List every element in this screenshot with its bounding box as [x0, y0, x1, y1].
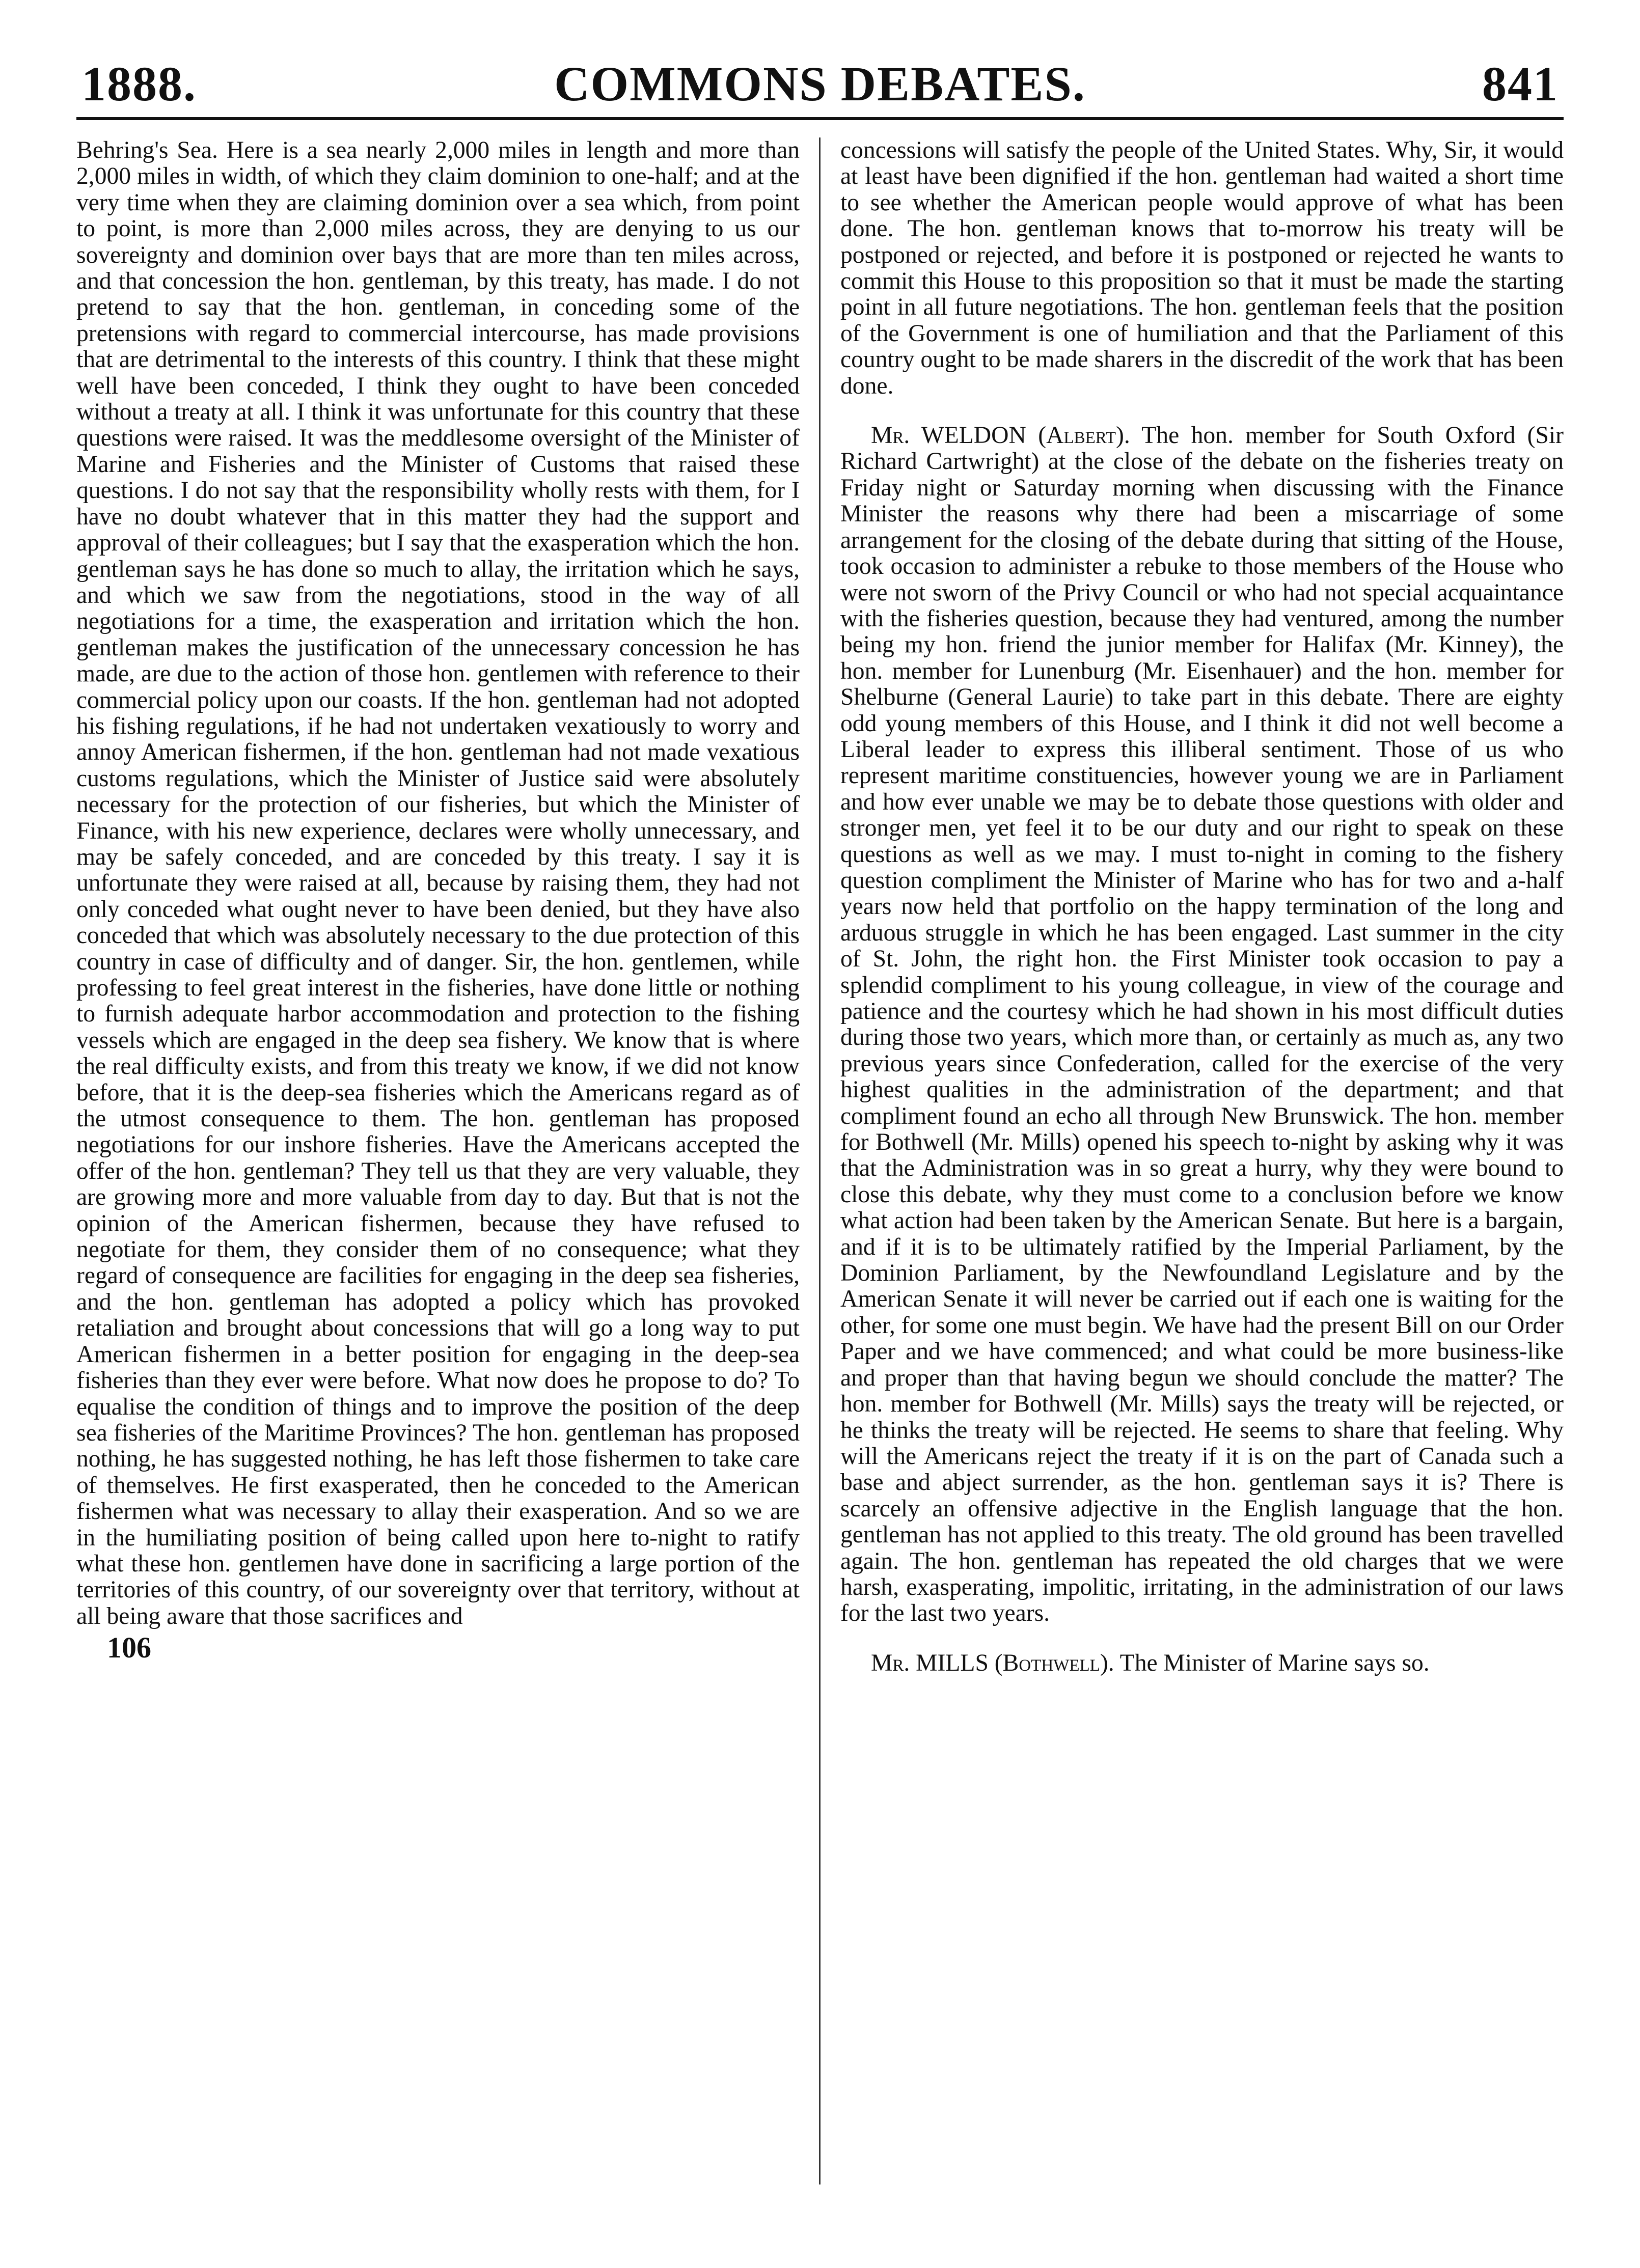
speaker-weldon: Mr. WELDON (Albert).	[871, 422, 1130, 449]
continuation-paragraph: concessions will satisfy the people of the United States. Why, Sir, it would at least have been dignified if the hon. gentleman had waited a short time to see whether the American people would approve of what has been done. The hon. gentleman knows that to-morrow his treaty will be postponed or rejected, and before it is postponed or rejected he wants to commit this House to this proposition so that it must be made the starting point in all future negotiations. The hon. gentleman feels that the position of the Government is one of humiliation and that the Parliament of this country ought to be made sharers in the discredit of the work that has been done.	[840, 137, 1564, 399]
weldon-speech-text: The hon. member for South Oxford (Sir Richard Cartwright) at the close of the debate on the fisheries treaty on Friday night or Saturday morning when discussing with the Finance Minister the reasons why there had been a miscarriage of some arrangement for the closing of the debate during that sitting of the House, took occasion to administer a rebuke to those members of the House who were not sworn of the Privy Council or who had not special acquaintance with the fisheries question, because they had ventured, among the number being my hon. friend the junior member for Halifax (Mr. Kinney), the hon. member for Lunenburg (Mr. Eisenhauer) and the hon. member for Shelburne (General Laurie) to take part in this debate. There are eighty odd young members of this House, and I think it did not well become a Liberal leader to express this illiberal sentiment. Those of us who represent maritime constituencies, however young we are in Parliament and how ever unable we may be to debate those questions with older and stronger men, yet feel it to be our duty and our right to speak on these questions as well as we may. I must to-night in coming to the fishery question compliment the Minister of Marine who has for two and a-half years now held that portfolio on the happy termination of the long and arduous struggle in which he has been engaged. Last summer in the city of St. John, the right hon. the First Minister took occasion to pay a splendid compliment to his young colleague, in view of the courage and patience and the courtesy which he had shown in his most difficult duties during those two years, which more than, or certainly as much as, any two previous years since Confederation, called for the exercise of the very highest qualities in the administration of the department; and that compliment found an echo all through New Brunswick. The hon. member for Bothwell (Mr. Mills) opened his speech to-night by asking why it was that the Administration was in so great a hurry, why they were bound to close this debate, why they must come to a conclusion before we know what action had been taken by the American Senate. But here is a bargain, and if it is to be ultimately ratified by the Imperial Parliament, by the Dominion Parliament, by the Newfoundland Legislature and by the American Senate it will never be carried out if each one is waiting for the other, for some one must begin. We have had the present Bill on our Order Paper and we have commenced; and what could be more business-like and proper than that having begun we should conclude the matter? The hon. member for Bothwell (Mr. Mills) says the treaty will be rejected, or he thinks the treaty will be rejected. He seems to share that feeling. Why will the Americans reject the treaty if it is on the part of Canada such a base and abject surrender, as the hon. gentleman says it is? There is scarcely an offensive adjective in the English language that the hon. gentleman has not applied to this treaty. The old ground has been travelled again. The hon. gentleman has repeated the old charges that we were harsh, exasperating, impolitic, irritating, in the administration of our laws for the last two years.	[840, 422, 1564, 1627]
speaker-mills: Mr. MILLS (Bothwell).	[871, 1649, 1114, 1676]
left-column	[76, 137, 800, 1663]
mills-speech-text: The Minister of Marine says so.	[1119, 1649, 1430, 1676]
left-column-paragraph: Behring's Sea. Here is a sea nearly 2,000 miles in length and more than 2,000 miles in width, of which they claim dominion to one-half; and at the very time when they are claiming dominion over a sea which, from point to point, is more than 2,000 miles across, they are denying to us our sovereignty and dominion over bays that are more than ten miles across, and that concession the hon. gentleman, by this treaty, has made. I do not pretend to say that the hon. gentleman, in conceding some of the pretensions with regard to commercial intercourse, has made provisions that are detrimental to the interests of this country. I think that these might well have been conceded, I think they ought to have been conceded without a treaty at all. I think it was unfortunate for this country that these questions were raised. It was the meddlesome oversight of the Minister of Marine and Fisheries and the Minister of Customs that raised these questions. I do not say that the responsibility wholly rests with them, for I have no doubt whatever that in this matter they had the support and approval of their colleagues; but I say that the exasperation which the hon. gentleman says he has done so much to allay, the irritation which he says, and which we saw from the negotiations, stood in the way of all negotiations for a time, the exasperation and irritation which the hon. gentleman makes the justification of the unnecessary concession he has made, are due to the action of those hon. gentlemen with reference to their commercial policy upon our coasts. If the hon. gentleman had not adopted his fishing regulations, if he had not undertaken vexatiously to worry and annoy American fishermen, if the hon. gentleman had not made vexatious customs regulations, which the Minister of Justice said were absolutely necessary for the protection of our fisheries, but which the Minister of Finance, with his new experience, declares were wholly unnecessary, and may be safely conceded, and are conceded by this treaty. I say it is unfortunate they were raised at all, because by raising them, they had not only conceded what ought never to have been denied, but they have also conceded that which was absolutely necessary to the due protection of this country in case of difficulty and of danger. Sir, the hon. gentlemen, while professing to feel great interest in the fisheries, have done little or nothing to furnish adequate harbor accommodation and protection to the fishing vessels which are engaged in the deep sea fishery. We know that is where the real difficulty exists, and from this treaty we know, if we did not know before, that it is the deep-sea fisheries which the Americans regard as of the utmost consequence to them. The hon. gentleman has proposed negotiations for our inshore fisheries. Have the Americans accepted the offer of the hon. gentleman? They tell us that they are very valuable, they are growing more and more valuable from day to day. But that is not the opinion of the American fishermen, because they have refused to negotiate for them, they consider them of no consequence; what they regard of consequence are facilities for engaging in the deep sea fisheries, and the hon. gentleman has adopted a policy which has provoked retaliation and brought about concessions that will go a long way to put American fishermen in a better position for engaging in the deep-sea fisheries than they ever were before. What now does he propose to do? To equalise the condition of things and to improve the position of the deep sea fisheries of the Maritime Provinces? The hon. gentleman has proposed nothing, he has suggested nothing, he has left those fishermen to take care of themselves. He first exasperated, then he conceded to the American fishermen what was necessary to allay their exasperation. And so we are in the humiliating position of being called upon here to-night to ratify what these hon. gentlemen have done in sacrificing a large portion of the territories of this country, of our sovereignty over that territory, without at all being aware that those sacrifices and	[76, 137, 800, 1629]
mills-speech	[840, 1650, 1564, 1676]
page-number: 841	[1482, 57, 1559, 111]
page-header	[76, 56, 1564, 120]
header-year: 1888.	[81, 57, 197, 111]
weldon-speech	[840, 423, 1564, 1627]
right-column	[840, 137, 1564, 1676]
signature-mark: 106	[107, 1631, 151, 1665]
column-divider	[819, 137, 821, 2184]
header-title: COMMONS DEBATES.	[554, 57, 1086, 111]
debate-page	[76, 56, 1564, 2215]
text-columns	[76, 137, 1564, 2215]
